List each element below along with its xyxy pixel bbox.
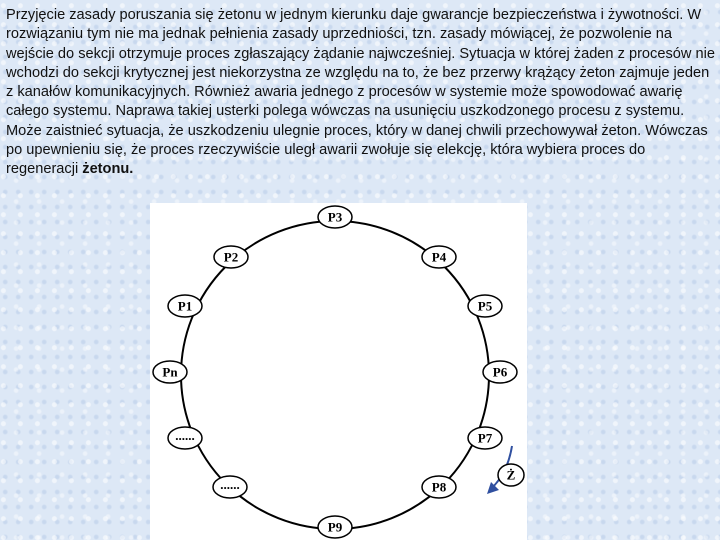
node-p8 — [422, 476, 456, 498]
node-p3 — [318, 206, 352, 228]
token-label: Ż — [506, 467, 516, 483]
node-p5 — [468, 295, 502, 317]
node-p4 — [422, 246, 456, 268]
node-dots-upper — [168, 427, 202, 449]
node-label-pn: Pn — [162, 364, 178, 380]
node-label-dots-lower: ...... — [220, 477, 240, 492]
node-label-p5: P5 — [477, 298, 493, 314]
paragraph-text: Przyjęcie zasady poruszania się żetonu w jednym kierunku daje gwarancje bezpieczeństwa i żywotności. W rozwiązaniu tym nie ma jednak pełnienia zasady uprzedniości, tzn. zasady mówiącej, że pozwolenie na wejście do sekcji otrzymuje proces zgłaszający żądanie najwcześniej. Sytuacja w której żaden z procesów nie wchodzi do sekcji krytycznej jest niekorzystna ze względu na to, że bez przerwy krążący żeton zajmuje jeden z kanałów komunikacyjnych. Również awaria jednego z procesów w systemie może spowodować awarię całego systemu. Naprawa takiej usterki polega wówczas na usunięciu uszkodzonego procesu z systemu. Może zaistnieć sytuacja, że uszkodzeniu ulegnie proces, który w danej chwili przechowywał żeton. Wówczas po upewnieniu się, że proces rzeczywiście uległ awarii zwołuje się elekcję, która wybiera proces do regeneracji — [6, 7, 715, 178]
node-label-p1: P1 — [177, 298, 193, 314]
node-label-p6: P6 — [492, 364, 508, 380]
slide-paragraph — [6, 6, 716, 180]
node-p2 — [214, 246, 248, 268]
node-p9 — [318, 516, 352, 538]
node-label-p3: P3 — [327, 209, 343, 225]
paragraph-bold-word: żetonu. — [82, 161, 134, 178]
node-label-dots-upper: ...... — [175, 428, 195, 443]
token-ring-diagram — [150, 203, 527, 540]
node-label-p4: P4 — [431, 249, 447, 265]
node-label-p7: P7 — [477, 430, 493, 446]
node-dots-lower — [213, 476, 247, 498]
node-p1 — [168, 295, 202, 317]
token-ring-svg — [150, 203, 527, 540]
node-pn — [153, 361, 187, 383]
node-label-p2: P2 — [223, 249, 239, 265]
node-p7 — [468, 427, 502, 449]
node-label-p8: P8 — [431, 479, 447, 495]
arrow-head — [487, 482, 499, 494]
token-node — [498, 464, 524, 486]
node-p6 — [483, 361, 517, 383]
node-label-p9: P9 — [327, 519, 343, 535]
